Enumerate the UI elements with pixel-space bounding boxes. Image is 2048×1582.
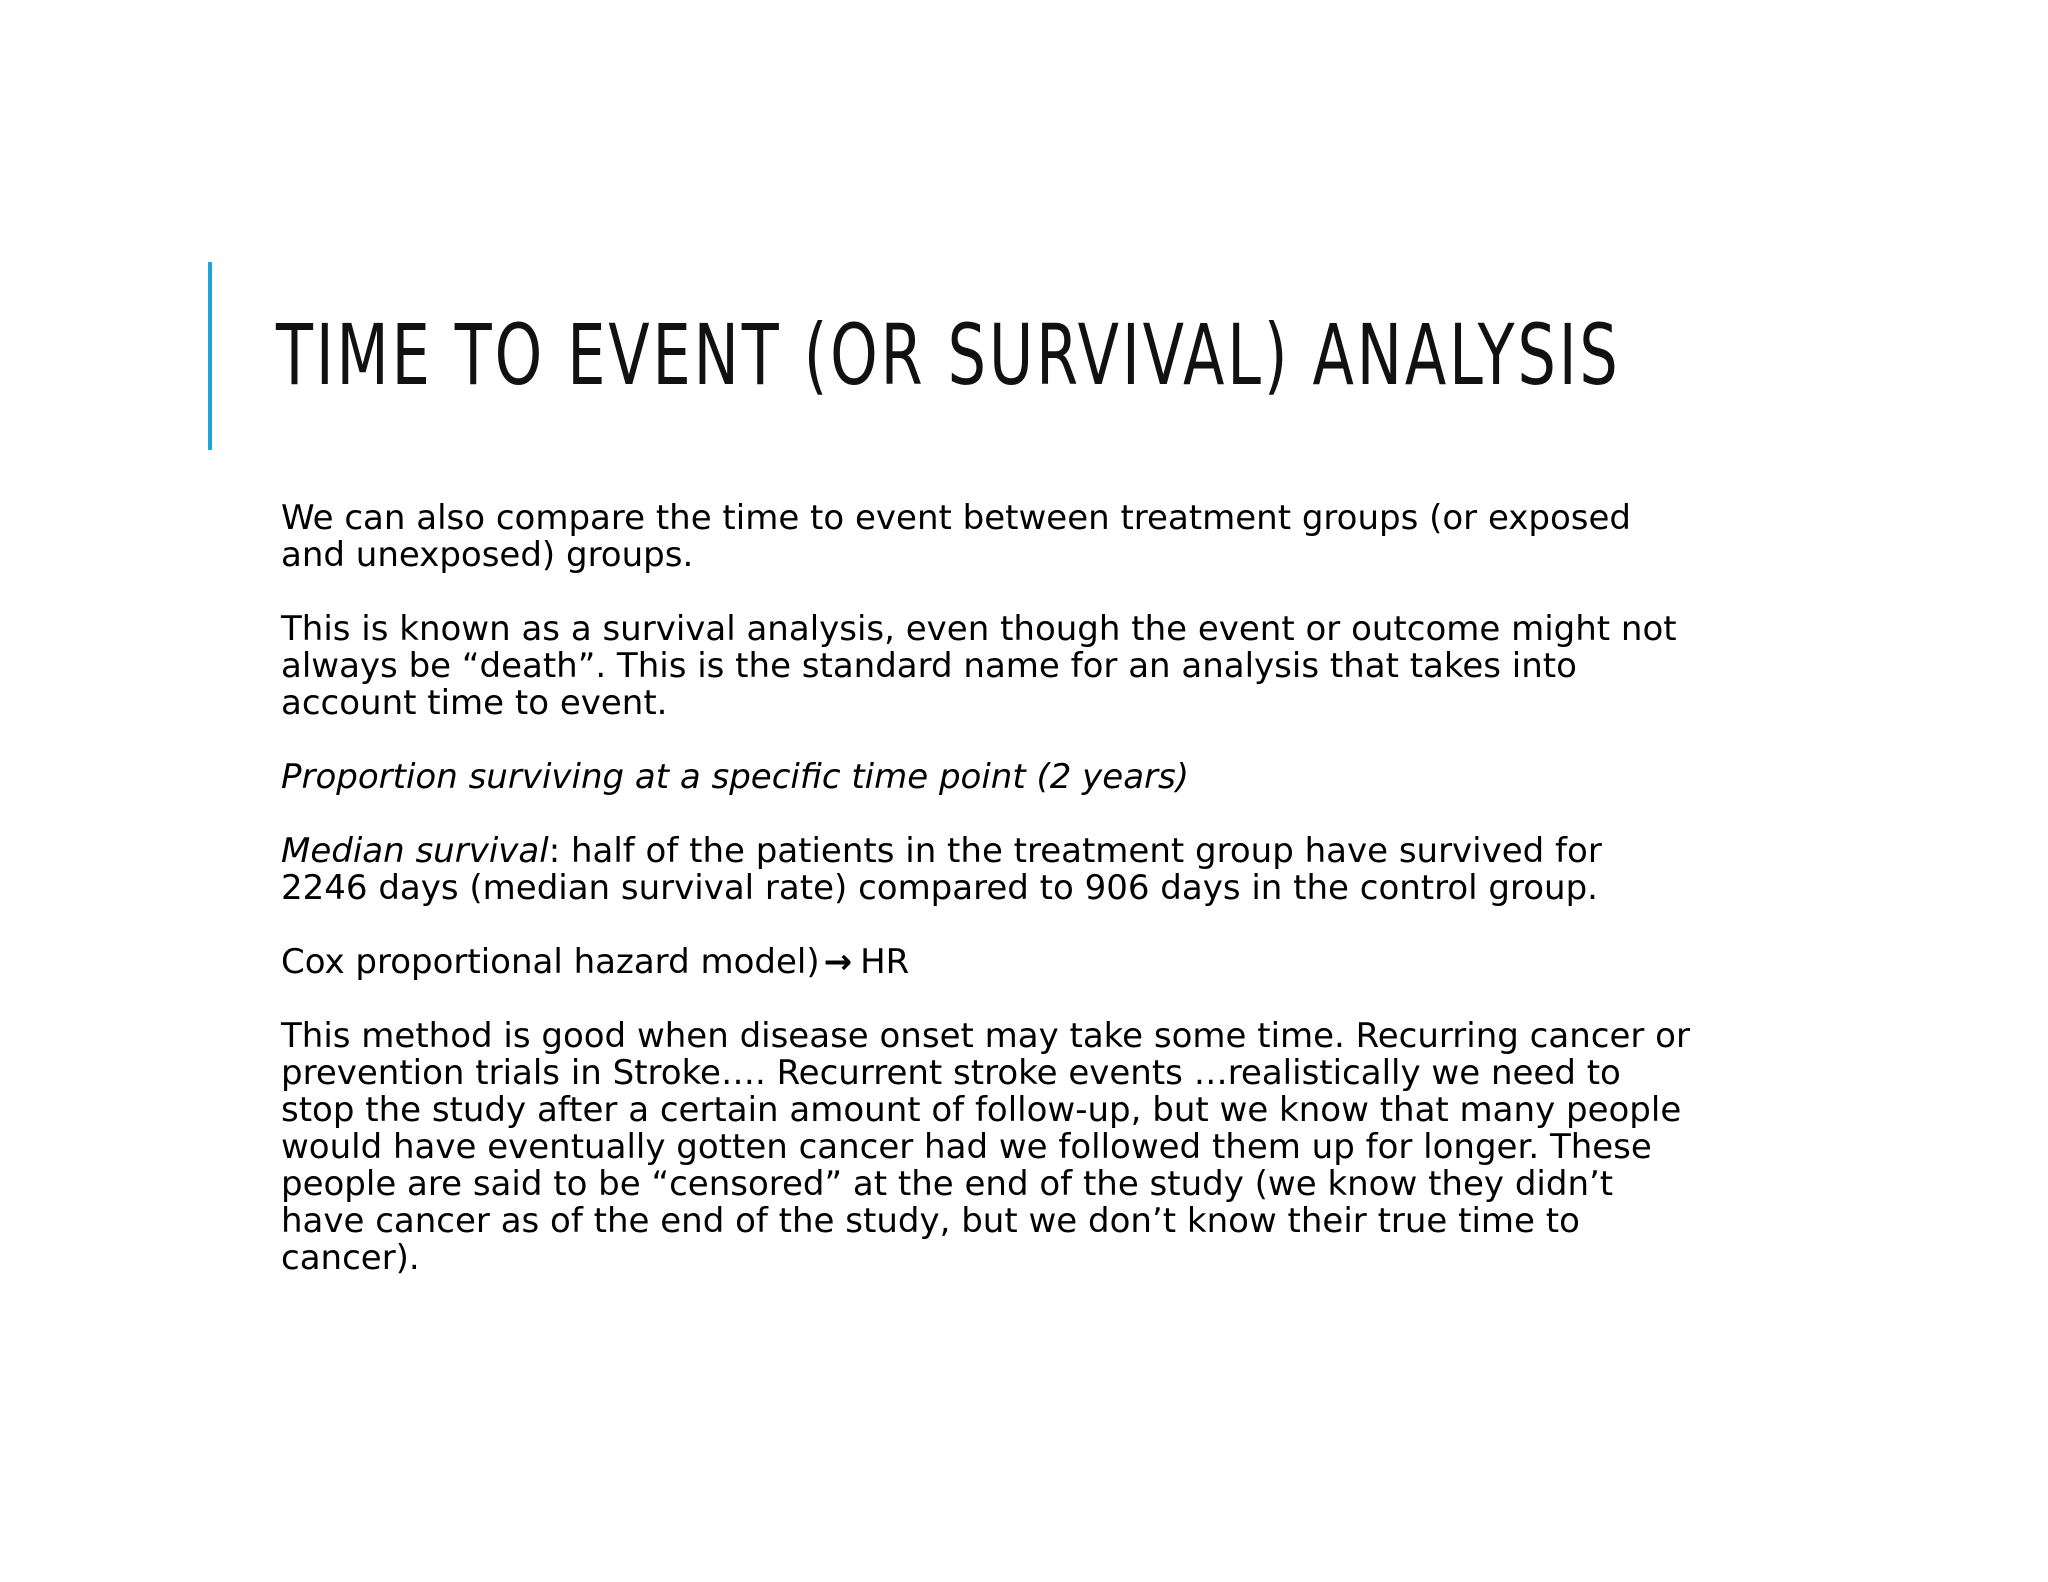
paragraph-proportion-surviving	[281, 759, 1801, 796]
text-line: We can also compare the time to event between treatment groups (or exposed	[281, 498, 1632, 538]
text-line: This is known as a survival analysis, even though the event or outcome might not	[281, 609, 1677, 649]
paragraph-comparison	[281, 500, 1801, 574]
paragraph-cox-model	[281, 944, 1801, 981]
slide-body	[281, 500, 1801, 1314]
text-line: stop the study after a certain amount of follow-up, but we know that many people	[281, 1090, 1682, 1130]
hazard-ratio-text: HR	[860, 942, 910, 982]
slide-title: TIME TO EVENT (OR SURVIVAL) ANALYSIS	[276, 306, 1621, 404]
text-line: 2246 days (median survival rate) compared to 906 days in the control group.	[281, 868, 1598, 908]
text-line: cancer).	[281, 1238, 420, 1278]
cox-model-text: Cox proportional hazard model)	[281, 942, 820, 982]
text-line: and unexposed) groups.	[281, 535, 694, 575]
text-line: always be “death”. This is the standard name for an analysis that takes into	[281, 646, 1577, 686]
median-survival-text: : half of the patients in the treatment group have survived for	[548, 831, 1602, 871]
text-line: Proportion surviving at a specific time point (2 years)	[281, 757, 1190, 797]
paragraph-censoring	[281, 1018, 1801, 1277]
paragraph-survival-analysis	[281, 611, 1801, 722]
text-line: account time to event.	[281, 683, 668, 723]
text-line: people are said to be “censored” at the end of the study (we know they didn’t	[281, 1164, 1614, 1204]
median-survival-label: Median survival	[281, 831, 549, 871]
paragraph-median-survival	[281, 833, 1801, 907]
text-line: have cancer as of the end of the study, but we don’t know their true time to	[281, 1201, 1580, 1241]
text-line: prevention trials in Stroke…. Recurrent stroke events …realistically we need to	[281, 1053, 1621, 1093]
text-line: would have eventually gotten cancer had we followed them up for longer. These	[281, 1127, 1652, 1167]
right-arrow-icon: →	[823, 942, 853, 982]
text-line: This method is good when disease onset may take some time. Recurring cancer or	[281, 1016, 1690, 1056]
text-line	[281, 944, 1801, 981]
title-accent-bar	[208, 262, 212, 450]
text-line	[281, 833, 1801, 870]
